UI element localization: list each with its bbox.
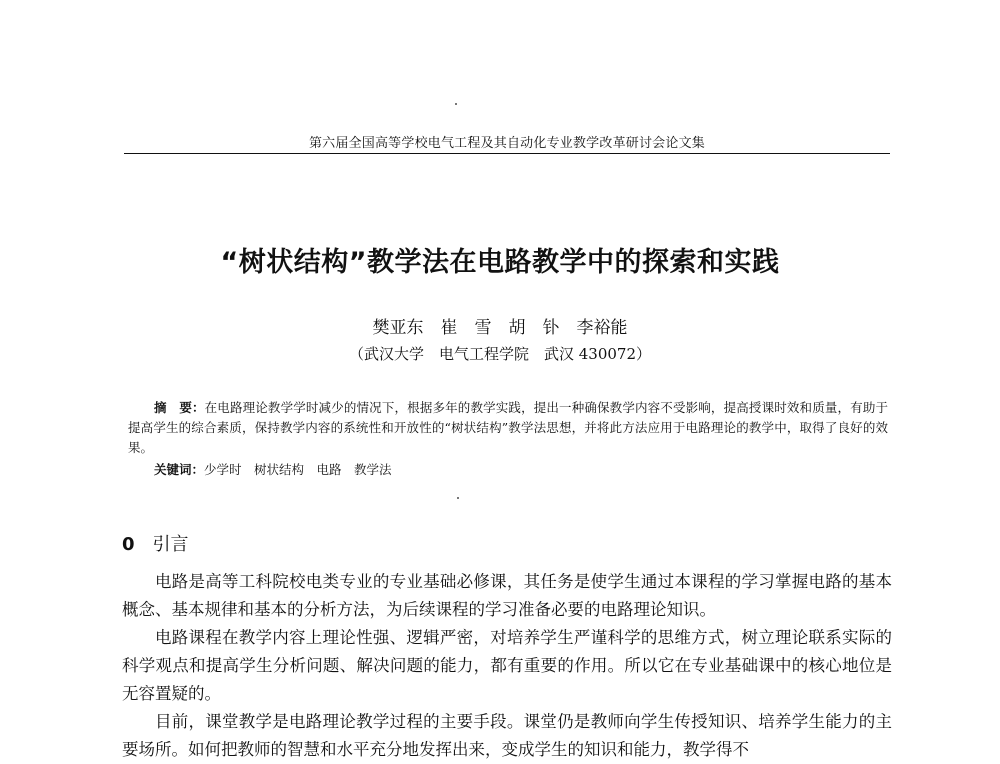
paragraph: 目前，课堂教学是电路理论教学过程的主要手段。课堂仍是教师向学生传授知识、培养学生能力的主要场所。如何把教师的智慧和水平充分地发挥出来，变成学生的知识和能力，教学得不 xyxy=(122,712,892,759)
keywords xyxy=(154,460,392,478)
abstract-label: 摘 要： xyxy=(154,400,205,415)
abstract xyxy=(128,398,888,458)
keywords-text: 少学时 树状结构 电路 教学法 xyxy=(204,462,392,477)
author-list: 樊亚东 崔 雪 胡 钋 李裕能 xyxy=(372,318,628,338)
section-number: 0 xyxy=(122,534,135,555)
section-title: 引言 xyxy=(152,534,189,555)
scan-speck xyxy=(455,103,457,105)
paragraph: 电路课程在教学内容上理论性强、逻辑严密，对培养学生严谨科学的思维方式，树立理论联系实际的科学观点和提高学生分析问题、解决问题的能力，都有重要的作用。所以它在专业基础课中的核心地位是无容置疑的。 xyxy=(122,628,892,703)
proceedings-header: 第六届全国高等学校电气工程及其自动化专业教学改革研讨会论文集 xyxy=(308,136,705,151)
paper-title: “树状结构”教学法在电路教学中的探索和实践 xyxy=(220,247,780,278)
section-heading xyxy=(122,530,189,556)
scan-speck xyxy=(457,497,459,499)
paragraph: 电路是高等工科院校电类专业的专业基础必修课，其任务是使学生通过本课程的学习掌握电路的基本概念、基本规律和基本的分析方法，为后续课程的学习准备必要的电路理论知识。 xyxy=(122,572,892,619)
author-affiliation: （武汉大学 电气工程学院 武汉 430072） xyxy=(348,345,652,363)
body-text xyxy=(122,568,892,764)
abstract-text: 在电路理论教学学时减少的情况下，根据多年的教学实践，提出一种确保教学内容不受影响，提高授课时效和质量，有助于提高学生的综合素质，保持教学内容的系统性和开放性的“树状结构”教学法思想，并将此方法应用于电路理论的教学中，取得了良好的效果。 xyxy=(128,400,888,455)
keywords-label: 关键词： xyxy=(154,462,205,477)
header-rule xyxy=(124,153,890,154)
